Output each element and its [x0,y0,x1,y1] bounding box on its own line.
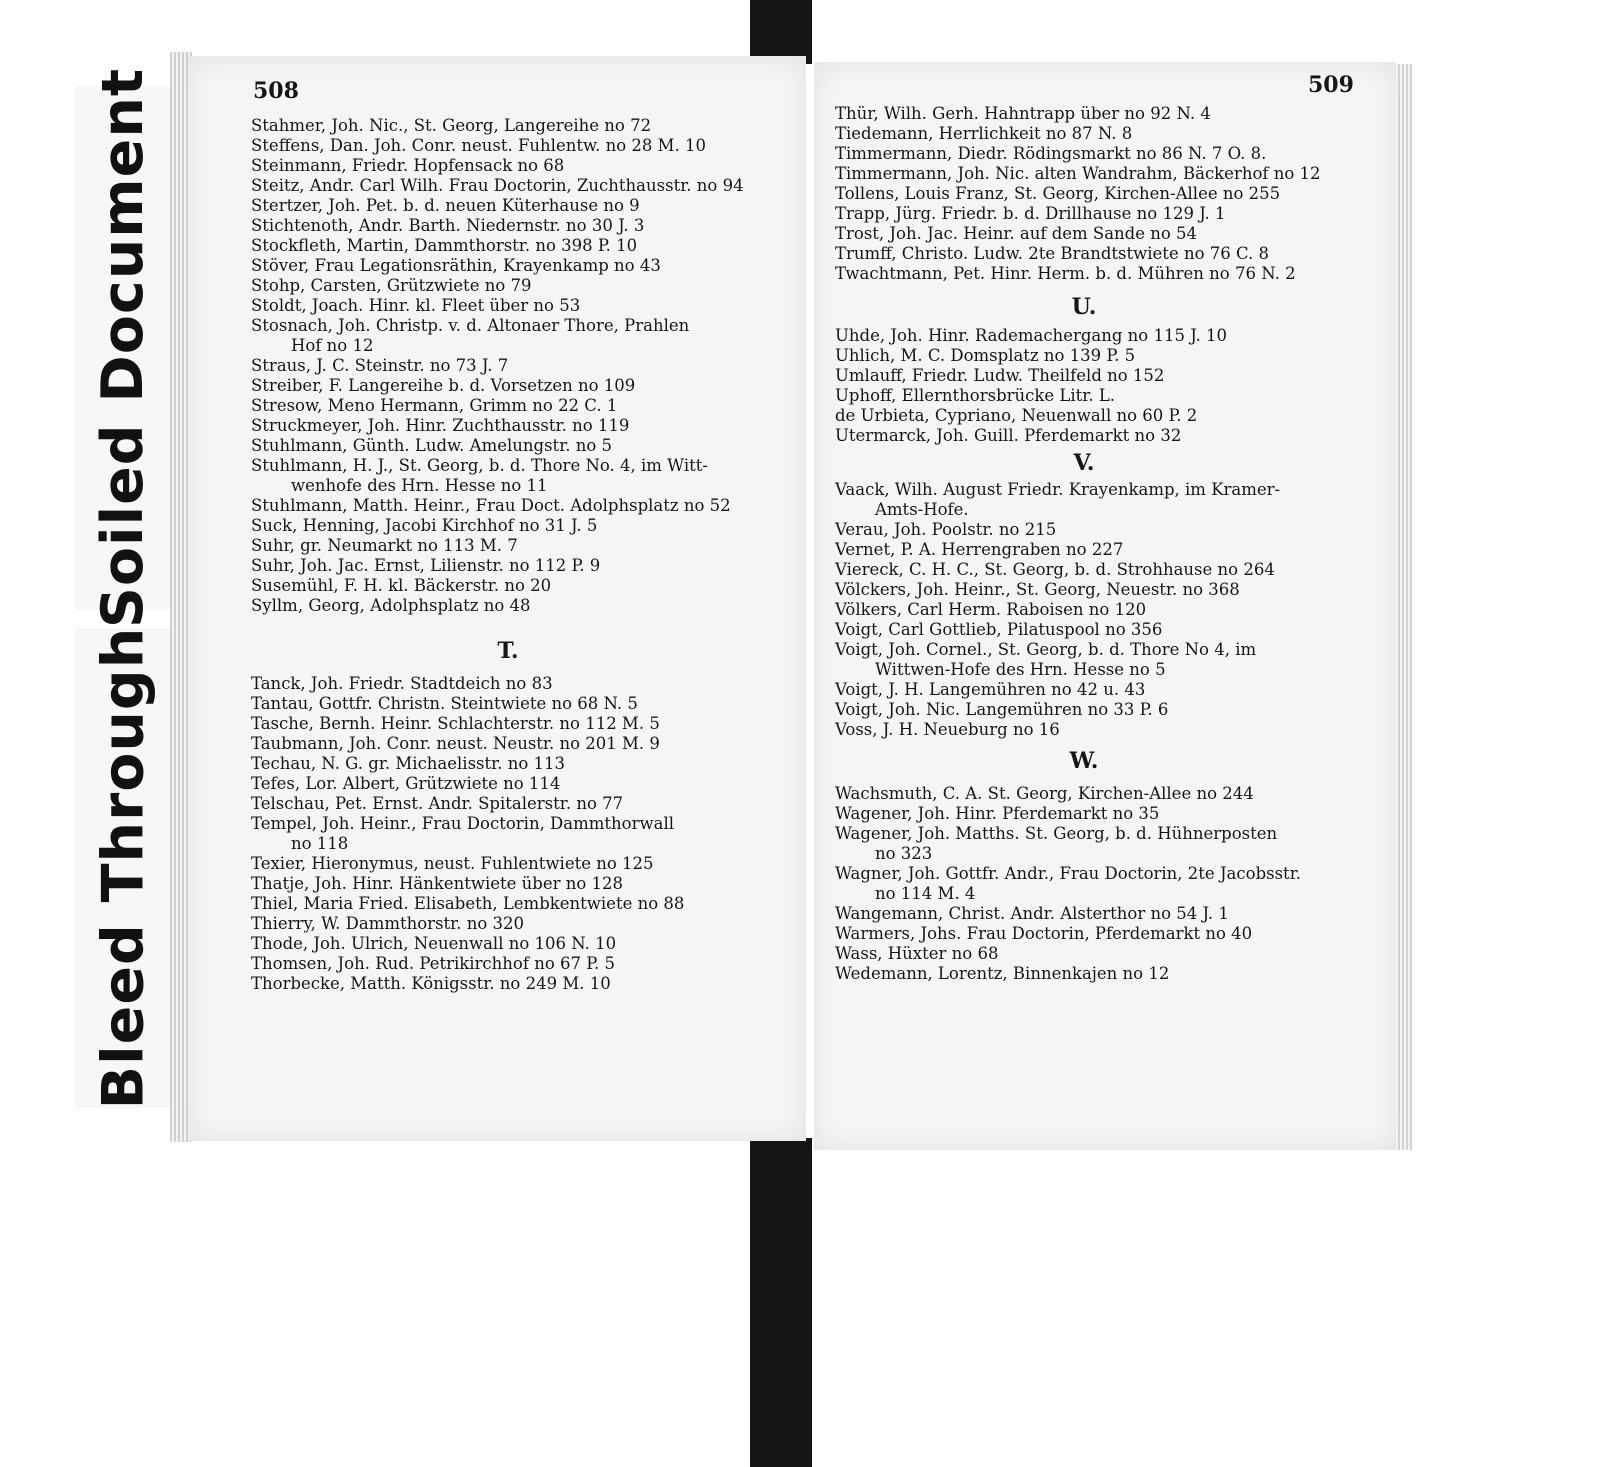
soiled-document-label [75,67,171,629]
bleed-through-label-text: Bleed Through [90,626,157,1110]
entry-continuation: Amts-Hofe. [875,500,969,519]
directory-entry [835,426,1355,446]
entry-text: Warmers, Johs. Frau Doctorin, Pferdemarkt no 40 [835,924,1253,943]
section-heading-v: V. [1073,450,1095,476]
directory-entry [251,714,771,734]
entry-text: Thatje, Joh. Hinr. Hänkentwiete über no 128 [251,874,624,893]
entry-text: Thorbecke, Matth. Königsstr. no 249 M. 10 [251,974,611,993]
directory-entry [835,480,1355,520]
entry-list-s [251,116,771,616]
directory-entry [835,164,1355,184]
book-spine-top [750,0,812,64]
entry-list-v [835,480,1355,740]
directory-entry [251,814,771,854]
directory-entry [251,894,771,914]
directory-entry [835,144,1355,164]
entry-text: Tantau, Gottfr. Christn. Steintwiete no 68 N. 5 [251,694,638,713]
entry-text: Tollens, Louis Franz, St. Georg, Kirchen-Allee no 255 [835,184,1281,203]
directory-entry [251,216,771,236]
entry-text: Stuhlmann, Günth. Ludw. Amelungstr. no 5 [251,436,613,455]
entry-text: Taubmann, Joh. Conr. neust. Neustr. no 201 M. 9 [251,734,660,753]
directory-entry [835,366,1355,386]
directory-entry [835,784,1355,804]
entry-text: de Urbieta, Cypriano, Neuenwall no 60 P. 2 [835,406,1198,425]
directory-entry [251,734,771,754]
directory-entry [835,224,1355,244]
directory-entry [835,904,1355,924]
entry-text: Timmermann, Joh. Nic. alten Wandrahm, Bäckerhof no 12 [835,164,1321,183]
directory-entry [835,540,1355,560]
directory-entry [835,326,1355,346]
directory-entry [835,104,1355,124]
entry-text: Tasche, Bernh. Heinr. Schlachterstr. no 112 M. 5 [251,714,660,733]
directory-entry [251,874,771,894]
entry-text: Völckers, Joh. Heinr., St. Georg, Neuestr. no 368 [835,580,1240,599]
entry-text: Texier, Hieronymus, neust. Fuhlentwiete no 125 [251,854,654,873]
page-number: 509 [1308,72,1354,98]
entry-text: Wachsmuth, C. A. St. Georg, Kirchen-Allee no 244 [835,784,1254,803]
directory-entry [251,176,771,196]
directory-entry [251,674,771,694]
directory-entry [251,396,771,416]
entry-text: Stockfleth, Martin, Dammthorstr. no 398 P. 10 [251,236,638,255]
entry-text: Steinmann, Friedr. Hopfensack no 68 [251,156,565,175]
entry-text: Viereck, C. H. C., St. Georg, b. d. Strohhause no 264 [835,560,1275,579]
entry-list-t [251,674,771,994]
directory-entry [835,406,1355,426]
directory-entry [251,974,771,994]
directory-entry [251,794,771,814]
entry-text: Uhlich, M. C. Domsplatz no 139 P. 5 [835,346,1136,365]
entry-text: Susemühl, F. H. kl. Bäckerstr. no 20 [251,576,552,595]
entry-text: Stuhlmann, H. J., St. Georg, b. d. Thore No. 4, im Witt- [251,456,708,475]
directory-entry [251,516,771,536]
directory-entry [251,854,771,874]
directory-entry [251,694,771,714]
directory-entry [251,596,771,616]
directory-entry [835,124,1355,144]
directory-entry [251,276,771,296]
directory-entry [251,496,771,516]
entry-text: Stuhlmann, Matth. Heinr., Frau Doct. Adolphsplatz no 52 [251,496,731,515]
section-heading-w: W. [1069,748,1099,774]
entry-continuation: Wittwen-Hofe des Hrn. Hesse no 5 [875,660,1166,679]
entry-text: Timmermann, Diedr. Rödingsmarkt no 86 N. 7 O. 8. [835,144,1267,163]
entry-continuation: no 118 [291,834,349,853]
directory-entry [835,824,1355,864]
entry-text: Völkers, Carl Herm. Raboisen no 120 [835,600,1147,619]
entry-text: Trost, Joh. Jac. Heinr. auf dem Sande no 54 [835,224,1198,243]
soiled-document-label-text: Soiled Document [90,67,157,629]
directory-entry [835,864,1355,904]
entry-text: Trumff, Christo. Ludw. 2te Brandtstwiete no 76 C. 8 [835,244,1270,263]
entry-text: Trapp, Jürg. Friedr. b. d. Drillhause no 129 J. 1 [835,204,1226,223]
entry-list-w [835,784,1355,984]
entry-continuation: Hof no 12 [291,336,374,355]
directory-entry [251,536,771,556]
entry-text: Stresow, Meno Hermann, Grimm no 22 C. 1 [251,396,618,415]
entry-text: Voigt, J. H. Langemühren no 42 u. 43 [835,680,1146,699]
entry-text: Voigt, Joh. Cornel., St. Georg, b. d. Thore No 4, im [835,640,1257,659]
directory-entry [835,580,1355,600]
entry-text: Suhr, Joh. Jac. Ernst, Lilienstr. no 112 P. 9 [251,556,601,575]
entry-text: Stahmer, Joh. Nic., St. Georg, Langereihe no 72 [251,116,652,135]
entry-text: Tiedemann, Herrlichkeit no 87 N. 8 [835,124,1133,143]
entry-text: Stichtenoth, Andr. Barth. Niedernstr. no 30 J. 3 [251,216,645,235]
directory-entry [835,600,1355,620]
entry-text: Wangemann, Christ. Andr. Alsterthor no 54 J. 1 [835,904,1229,923]
entry-text: Stoldt, Joach. Hinr. kl. Fleet über no 53 [251,296,581,315]
entry-text: Stosnach, Joh. Christp. v. d. Altonaer Thore, Prahlen [251,316,690,335]
entry-text: Suck, Henning, Jacobi Kirchhof no 31 J. 5 [251,516,598,535]
book-spine-bottom [750,1138,812,1467]
directory-entry [251,556,771,576]
entry-text: Verau, Joh. Poolstr. no 215 [835,520,1057,539]
entry-text: Vernet, P. A. Herrengraben no 227 [835,540,1124,559]
directory-entry [251,236,771,256]
entry-text: Wagener, Joh. Hinr. Pferdemarkt no 35 [835,804,1160,823]
entry-text: Voss, J. H. Neueburg no 16 [835,720,1060,739]
directory-entry [251,576,771,596]
directory-entry [835,204,1355,224]
directory-entry [251,356,771,376]
directory-entry [835,620,1355,640]
directory-entry [835,560,1355,580]
directory-entry [251,436,771,456]
entry-list-t-cont [835,104,1355,284]
directory-entry [835,720,1355,740]
directory-entry [835,680,1355,700]
entry-text: Thiel, Maria Fried. Elisabeth, Lembkentwiete no 88 [251,894,685,913]
entry-text: Suhr, gr. Neumarkt no 113 M. 7 [251,536,518,555]
entry-text: Uhde, Joh. Hinr. Rademachergang no 115 J. 10 [835,326,1228,345]
entry-text: Steffens, Dan. Joh. Conr. neust. Fuhlentw. no 28 M. 10 [251,136,707,155]
left-page [188,56,806,1141]
directory-entry [835,346,1355,366]
directory-entry [251,934,771,954]
entry-text: Twachtmann, Pet. Hinr. Herm. b. d. Mühren no 76 N. 2 [835,264,1296,283]
directory-entry [835,804,1355,824]
entry-text: Struckmeyer, Joh. Hinr. Zuchthausstr. no 119 [251,416,630,435]
directory-entry [251,416,771,436]
entry-text: Thür, Wilh. Gerh. Hahntrapp über no 92 N. 4 [835,104,1211,123]
entry-text: Wagner, Joh. Gottfr. Andr., Frau Doctorin, 2te Jacobsstr. [835,864,1302,883]
page-number: 508 [253,78,299,104]
entry-list-u [835,326,1355,446]
directory-entry [835,964,1355,984]
entry-text: Stöver, Frau Legationsräthin, Krayenkamp no 43 [251,256,661,275]
directory-entry [835,944,1355,964]
directory-entry [251,196,771,216]
entry-text: Tefes, Lor. Albert, Grützwiete no 114 [251,774,561,793]
directory-entry [835,386,1355,406]
directory-entry [251,774,771,794]
entry-text: Umlauff, Friedr. Ludw. Theilfeld no 152 [835,366,1165,385]
directory-entry [251,914,771,934]
entry-text: Vaack, Wilh. August Friedr. Krayenkamp, im Kramer- [835,480,1281,499]
entry-continuation: no 323 [875,844,933,863]
entry-text: Stertzer, Joh. Pet. b. d. neuen Küterhause no 9 [251,196,640,215]
entry-text: Stohp, Carsten, Grützwiete no 79 [251,276,532,295]
section-heading-u: U. [1071,294,1097,320]
directory-entry [835,520,1355,540]
bleed-through-label [75,628,171,1108]
entry-text: Thierry, W. Dammthorstr. no 320 [251,914,525,933]
entry-text: Techau, N. G. gr. Michaelisstr. no 113 [251,754,566,773]
entry-text: Voigt, Carl Gottlieb, Pilatuspool no 356 [835,620,1163,639]
entry-text: Straus, J. C. Steinstr. no 73 J. 7 [251,356,509,375]
entry-text: Tanck, Joh. Friedr. Stadtdeich no 83 [251,674,553,693]
directory-entry [251,376,771,396]
entry-continuation: no 114 M. 4 [875,884,976,903]
directory-entry [835,640,1355,680]
entry-text: Wedemann, Lorentz, Binnenkajen no 12 [835,964,1170,983]
entry-text: Uphoff, Ellernthorsbrücke Litr. L. [835,386,1116,405]
entry-text: Voigt, Joh. Nic. Langemühren no 33 P. 6 [835,700,1169,719]
section-heading-t: T. [497,638,519,664]
directory-entry [251,156,771,176]
entry-continuation: wenhofe des Hrn. Hesse no 11 [291,476,548,495]
entry-text: Tempel, Joh. Heinr., Frau Doctorin, Dammthorwall [251,814,675,833]
entry-text: Streiber, F. Langereihe b. d. Vorsetzen no 109 [251,376,636,395]
entry-text: Steitz, Andr. Carl Wilh. Frau Doctorin, Zuchthausstr. no 94 [251,176,744,195]
entry-text: Thomsen, Joh. Rud. Petrikirchhof no 67 P. 5 [251,954,615,973]
directory-entry [251,296,771,316]
entry-text: Wass, Hüxter no 68 [835,944,999,963]
directory-entry [835,184,1355,204]
directory-entry [835,700,1355,720]
directory-entry [251,136,771,156]
entry-text: Wagener, Joh. Matths. St. Georg, b. d. Hühnerposten [835,824,1278,843]
entry-text: Telschau, Pet. Ernst. Andr. Spitalerstr. no 77 [251,794,624,813]
directory-entry [251,316,771,356]
entry-text: Syllm, Georg, Adolphsplatz no 48 [251,596,531,615]
directory-entry [251,256,771,276]
directory-entry [835,924,1355,944]
entry-text: Utermarck, Joh. Guill. Pferdemarkt no 32 [835,426,1182,445]
right-page [814,62,1396,1150]
entry-text: Thode, Joh. Ulrich, Neuenwall no 106 N. 10 [251,934,617,953]
directory-entry [251,954,771,974]
directory-entry [251,116,771,136]
directory-entry [251,456,771,496]
directory-entry [835,244,1355,264]
directory-entry [835,264,1355,284]
directory-entry [251,754,771,774]
